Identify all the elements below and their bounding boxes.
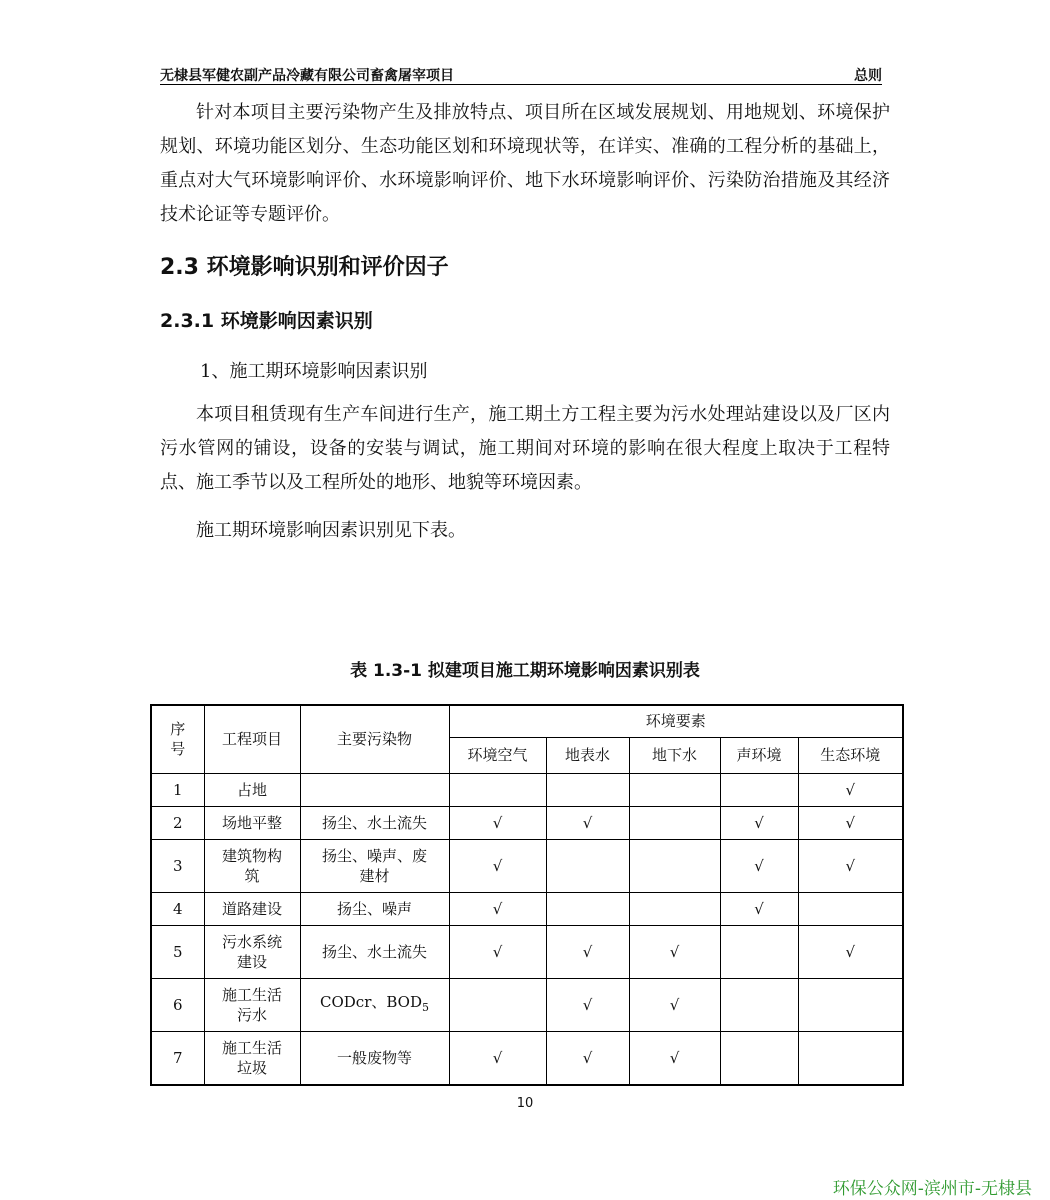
cell-no: 7 bbox=[151, 1031, 204, 1085]
cell-pollutant: 扬尘、水土流失 bbox=[300, 806, 449, 839]
cell-ecology: √ bbox=[798, 839, 903, 892]
cell-noise bbox=[720, 925, 798, 978]
header-project: 工程项目 bbox=[204, 705, 300, 773]
cell-air: √ bbox=[449, 806, 546, 839]
header-noise: 声环境 bbox=[720, 737, 798, 773]
cell-surface-water: √ bbox=[546, 1031, 629, 1085]
cell-groundwater bbox=[629, 773, 720, 806]
header-project-title: 无棣县军健农副产品冷藏有限公司畜禽屠宰项目 bbox=[160, 68, 454, 84]
cell-noise: √ bbox=[720, 892, 798, 925]
cell-noise bbox=[720, 978, 798, 1031]
cell-pollutant: 扬尘、噪声、废建材 bbox=[300, 839, 449, 892]
header-chapter-title: 总则 bbox=[854, 68, 882, 84]
header-ecology: 生态环境 bbox=[798, 737, 903, 773]
cell-air: √ bbox=[449, 839, 546, 892]
cell-project: 场地平整 bbox=[204, 806, 300, 839]
cell-surface-water bbox=[546, 773, 629, 806]
cell-pollutant: CODcr、$BOD_5$ bbox=[300, 978, 449, 1031]
cell-groundwater bbox=[629, 892, 720, 925]
cell-surface-water bbox=[546, 892, 629, 925]
cell-noise: √ bbox=[720, 806, 798, 839]
cell-no: 6 bbox=[151, 978, 204, 1031]
header-env-elements: 环境要素 bbox=[449, 705, 903, 737]
table-caption: 表 1.3-1 拟建项目施工期环境影响因素识别表 bbox=[350, 661, 700, 681]
cell-groundwater bbox=[629, 839, 720, 892]
cell-no: 2 bbox=[151, 806, 204, 839]
cell-pollutant: 扬尘、噪声 bbox=[300, 892, 449, 925]
cell-project: 施工生活污水 bbox=[204, 978, 300, 1031]
table-row bbox=[151, 978, 903, 1031]
cell-ecology: √ bbox=[798, 806, 903, 839]
cell-groundwater bbox=[629, 806, 720, 839]
table-row bbox=[151, 773, 903, 806]
section-heading: 2.3 环境影响识别和评价因子 bbox=[160, 255, 449, 280]
body-paragraph: 本项目租赁现有生产车间进行生产，施工期土方工程主要为污水处理站建设以及厂区内污水管网的铺设，设备的安装与调试，施工期间对环境的影响在很大程度上取决于工程特点、施工季节以及工程所处的地形、地貌等环境因素。 bbox=[160, 404, 890, 493]
table-intro: 施工期环境影响因素识别见下表。 bbox=[196, 520, 466, 541]
table-row bbox=[151, 925, 903, 978]
header-groundwater: 地下水 bbox=[629, 737, 720, 773]
cell-noise: √ bbox=[720, 839, 798, 892]
impact-table bbox=[150, 704, 904, 1086]
header-pollutant: 主要污染物 bbox=[300, 705, 449, 773]
cell-groundwater: √ bbox=[629, 1031, 720, 1085]
cell-surface-water: √ bbox=[546, 806, 629, 839]
cell-project: 道路建设 bbox=[204, 892, 300, 925]
cell-pollutant: 扬尘、水土流失 bbox=[300, 925, 449, 978]
cell-surface-water: √ bbox=[546, 925, 629, 978]
cell-air bbox=[449, 773, 546, 806]
cell-ecology: √ bbox=[798, 925, 903, 978]
cell-surface-water bbox=[546, 839, 629, 892]
table-row bbox=[151, 1031, 903, 1085]
list-item: 1、施工期环境影响因素识别 bbox=[200, 361, 428, 382]
cell-ecology bbox=[798, 978, 903, 1031]
cell-no: 4 bbox=[151, 892, 204, 925]
cell-air: √ bbox=[449, 1031, 546, 1085]
intro-paragraph: 针对本项目主要污染物产生及排放特点、项目所在区域发展规划、用地规划、环境保护规划、环境功能区划分、生态功能区划和环境现状等，在详实、准确的工程分析的基础上，重点对大气环境影响评价、水环境影响评价、地下水环境影响评价、污染防治措施及其经济技术论证等专题评价。 bbox=[160, 102, 890, 225]
cell-air bbox=[449, 978, 546, 1031]
header-surface-water: 地表水 bbox=[546, 737, 629, 773]
page-number: 10 bbox=[516, 1096, 534, 1111]
cell-no: 1 bbox=[151, 773, 204, 806]
cell-project: 施工生活垃圾 bbox=[204, 1031, 300, 1085]
table-row bbox=[151, 839, 903, 892]
cell-project: 建筑物构筑 bbox=[204, 839, 300, 892]
subsection-heading: 2.3.1 环境影响因素识别 bbox=[160, 310, 373, 332]
cell-pollutant: 一般废物等 bbox=[300, 1031, 449, 1085]
cell-no: 3 bbox=[151, 839, 204, 892]
table-row bbox=[151, 806, 903, 839]
watermark: 环保公众网-滨州市-无棣县 bbox=[832, 1179, 1032, 1199]
cell-groundwater: √ bbox=[629, 925, 720, 978]
cell-air: √ bbox=[449, 892, 546, 925]
cell-noise bbox=[720, 1031, 798, 1085]
cell-ecology bbox=[798, 892, 903, 925]
table-header-row bbox=[151, 705, 903, 737]
cell-surface-water: √ bbox=[546, 978, 629, 1031]
cell-air: √ bbox=[449, 925, 546, 978]
table-row bbox=[151, 892, 903, 925]
header-no: 序号 bbox=[151, 705, 204, 773]
cell-ecology bbox=[798, 1031, 903, 1085]
cell-project: 污水系统建设 bbox=[204, 925, 300, 978]
cell-pollutant bbox=[300, 773, 449, 806]
cell-groundwater: √ bbox=[629, 978, 720, 1031]
cell-noise bbox=[720, 773, 798, 806]
header-air: 环境空气 bbox=[449, 737, 546, 773]
cell-ecology: √ bbox=[798, 773, 903, 806]
cell-no: 5 bbox=[151, 925, 204, 978]
page-header bbox=[160, 62, 882, 85]
cell-project: 占地 bbox=[204, 773, 300, 806]
